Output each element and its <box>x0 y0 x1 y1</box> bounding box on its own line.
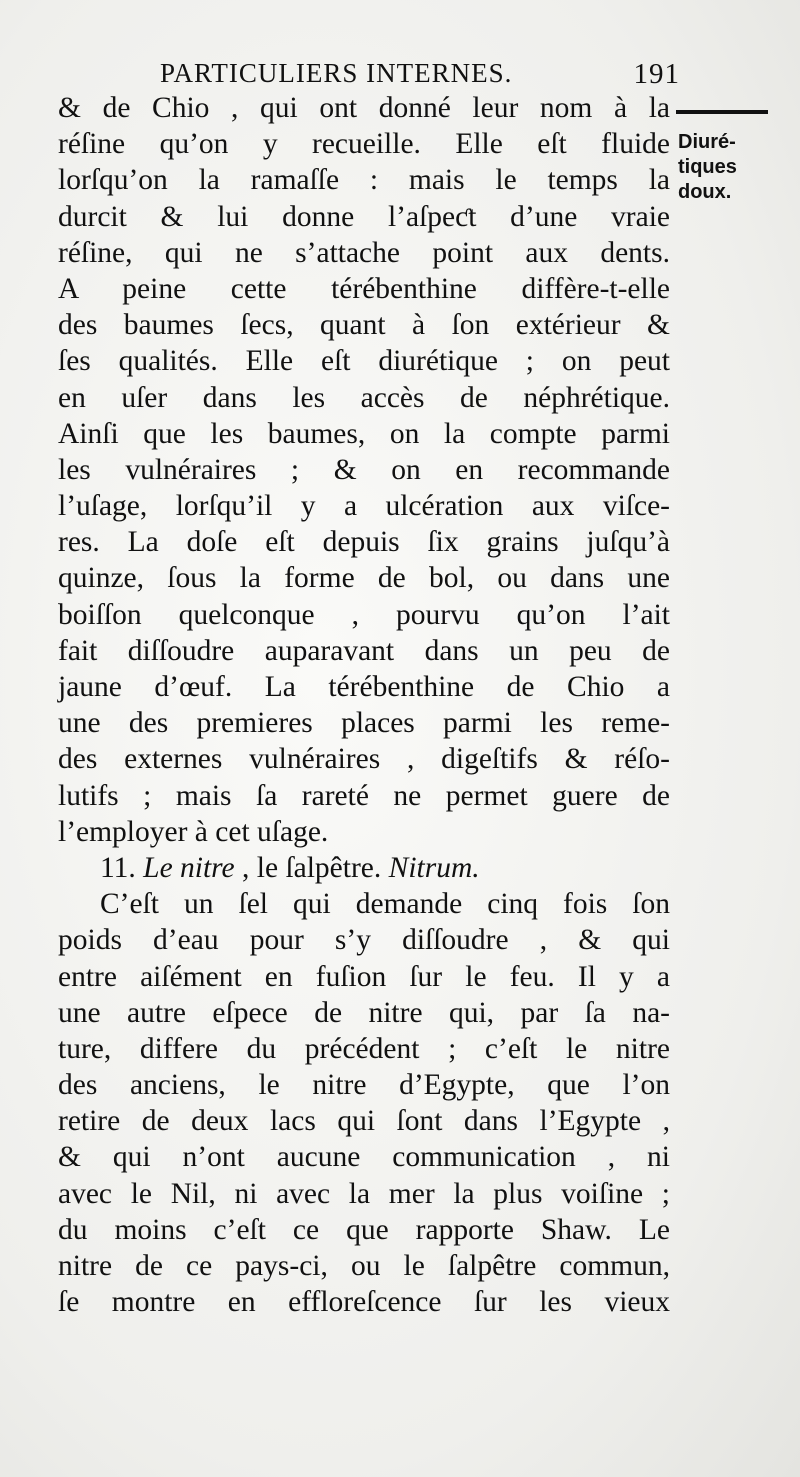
text-line: une des premieres places parmi les reme- <box>58 707 670 740</box>
text-line: durcit & lui donne l’aſpeƈt d’une vraie <box>58 200 670 233</box>
text-line: nitre de ce pays-ci, ou le ſalpêtre commun, <box>58 1250 670 1282</box>
entry-name: Le nitre <box>143 851 235 884</box>
text-line: des baumes ſecs, quant à ſon extérieur & <box>58 309 670 342</box>
text-line: A peine cette térébenthine diffère-t-elle <box>58 272 670 305</box>
text-line: entre aiſément en fuſion ſur le feu. Il y a <box>58 960 670 993</box>
page-number: 191 <box>633 58 680 90</box>
text-line: une autre eſpece de nitre qui, par ſa na- <box>58 996 670 1029</box>
entry-latin-name: Nitrum. <box>388 851 480 884</box>
entry-number: 11. <box>100 851 136 884</box>
text-line: res. La doſe eſt depuis ſix grains juſqu’à <box>58 526 670 559</box>
text-line: en uſer dans les accès de néphrétique. <box>58 381 670 414</box>
text-line: quinze, ſous la forme de bol, ou dans une <box>58 562 670 595</box>
text-line: poids d’eau pour s’y diſſoudre , & qui <box>58 924 670 957</box>
text-line: avec le Nil, ni avec la mer la plus voiſine ; <box>58 1177 670 1210</box>
text-line: des anciens, le nitre d’Egypte, que l’on <box>58 1069 670 1102</box>
text-line: & de Chio , qui ont donné leur nom à la <box>58 92 670 124</box>
margin-note-line: doux. <box>678 181 732 203</box>
text-line: fait diſſoudre auparavant dans un peu de <box>58 634 670 667</box>
text-line: ſe montre en effloreſcence ſur les vieux <box>58 1286 670 1319</box>
text-line: l’employer à cet uſage. <box>58 815 329 848</box>
text-line: lutifs ; mais ſa rareté ne permet guere de <box>58 779 670 812</box>
text-line: les vulnéraires ; & on en recommande <box>58 453 670 486</box>
text-line: réſine, qui ne s’attache point aux dents. <box>58 236 670 269</box>
margin-note-line: Diuré- <box>678 131 736 153</box>
margin-note-line: tiques <box>678 156 737 178</box>
text-line: boiſſon quelconque , pourvu qu’on l’ait <box>58 598 670 631</box>
text-line: retire de deux lacs qui ſont dans l’Egypte , <box>58 1105 670 1138</box>
text-line: lorſqu’on la ramaſſe : mais le temps la <box>58 164 670 197</box>
text-line: ture, differe du précédent ; c’eſt le nitre <box>58 1032 670 1065</box>
margin-note <box>678 130 778 205</box>
text-line: & qui n’ont aucune communication , ni <box>58 1141 670 1174</box>
entry-synonym: , le ſalpêtre. <box>242 851 382 884</box>
text-line: ſes qualités. Elle eſt diurétique ; on peut <box>58 345 670 378</box>
text-line: jaune d’œuf. La térébenthine de Chio a <box>58 671 670 703</box>
text-line: du moins c’eſt ce que rapporte Shaw. Le <box>58 1213 670 1246</box>
text-line: Ainſi que les baumes, on la compte parmi <box>58 417 670 450</box>
text-line: C’eſt un ſel qui demande cinq fois ſon <box>100 888 670 921</box>
text-line: des externes vulnéraires , digeſtifs & réſo- <box>58 743 670 776</box>
margin-rule <box>676 110 768 114</box>
entry-heading <box>58 850 670 886</box>
running-title: PARTICULIERS INTERNES. <box>160 58 513 88</box>
body-text <box>58 90 670 1320</box>
text-line: l’uſage, lorſqu’il y a ulcération aux viſce- <box>58 490 670 523</box>
text-line: réſine qu’on y recueille. Elle eſt fluide <box>58 128 670 161</box>
